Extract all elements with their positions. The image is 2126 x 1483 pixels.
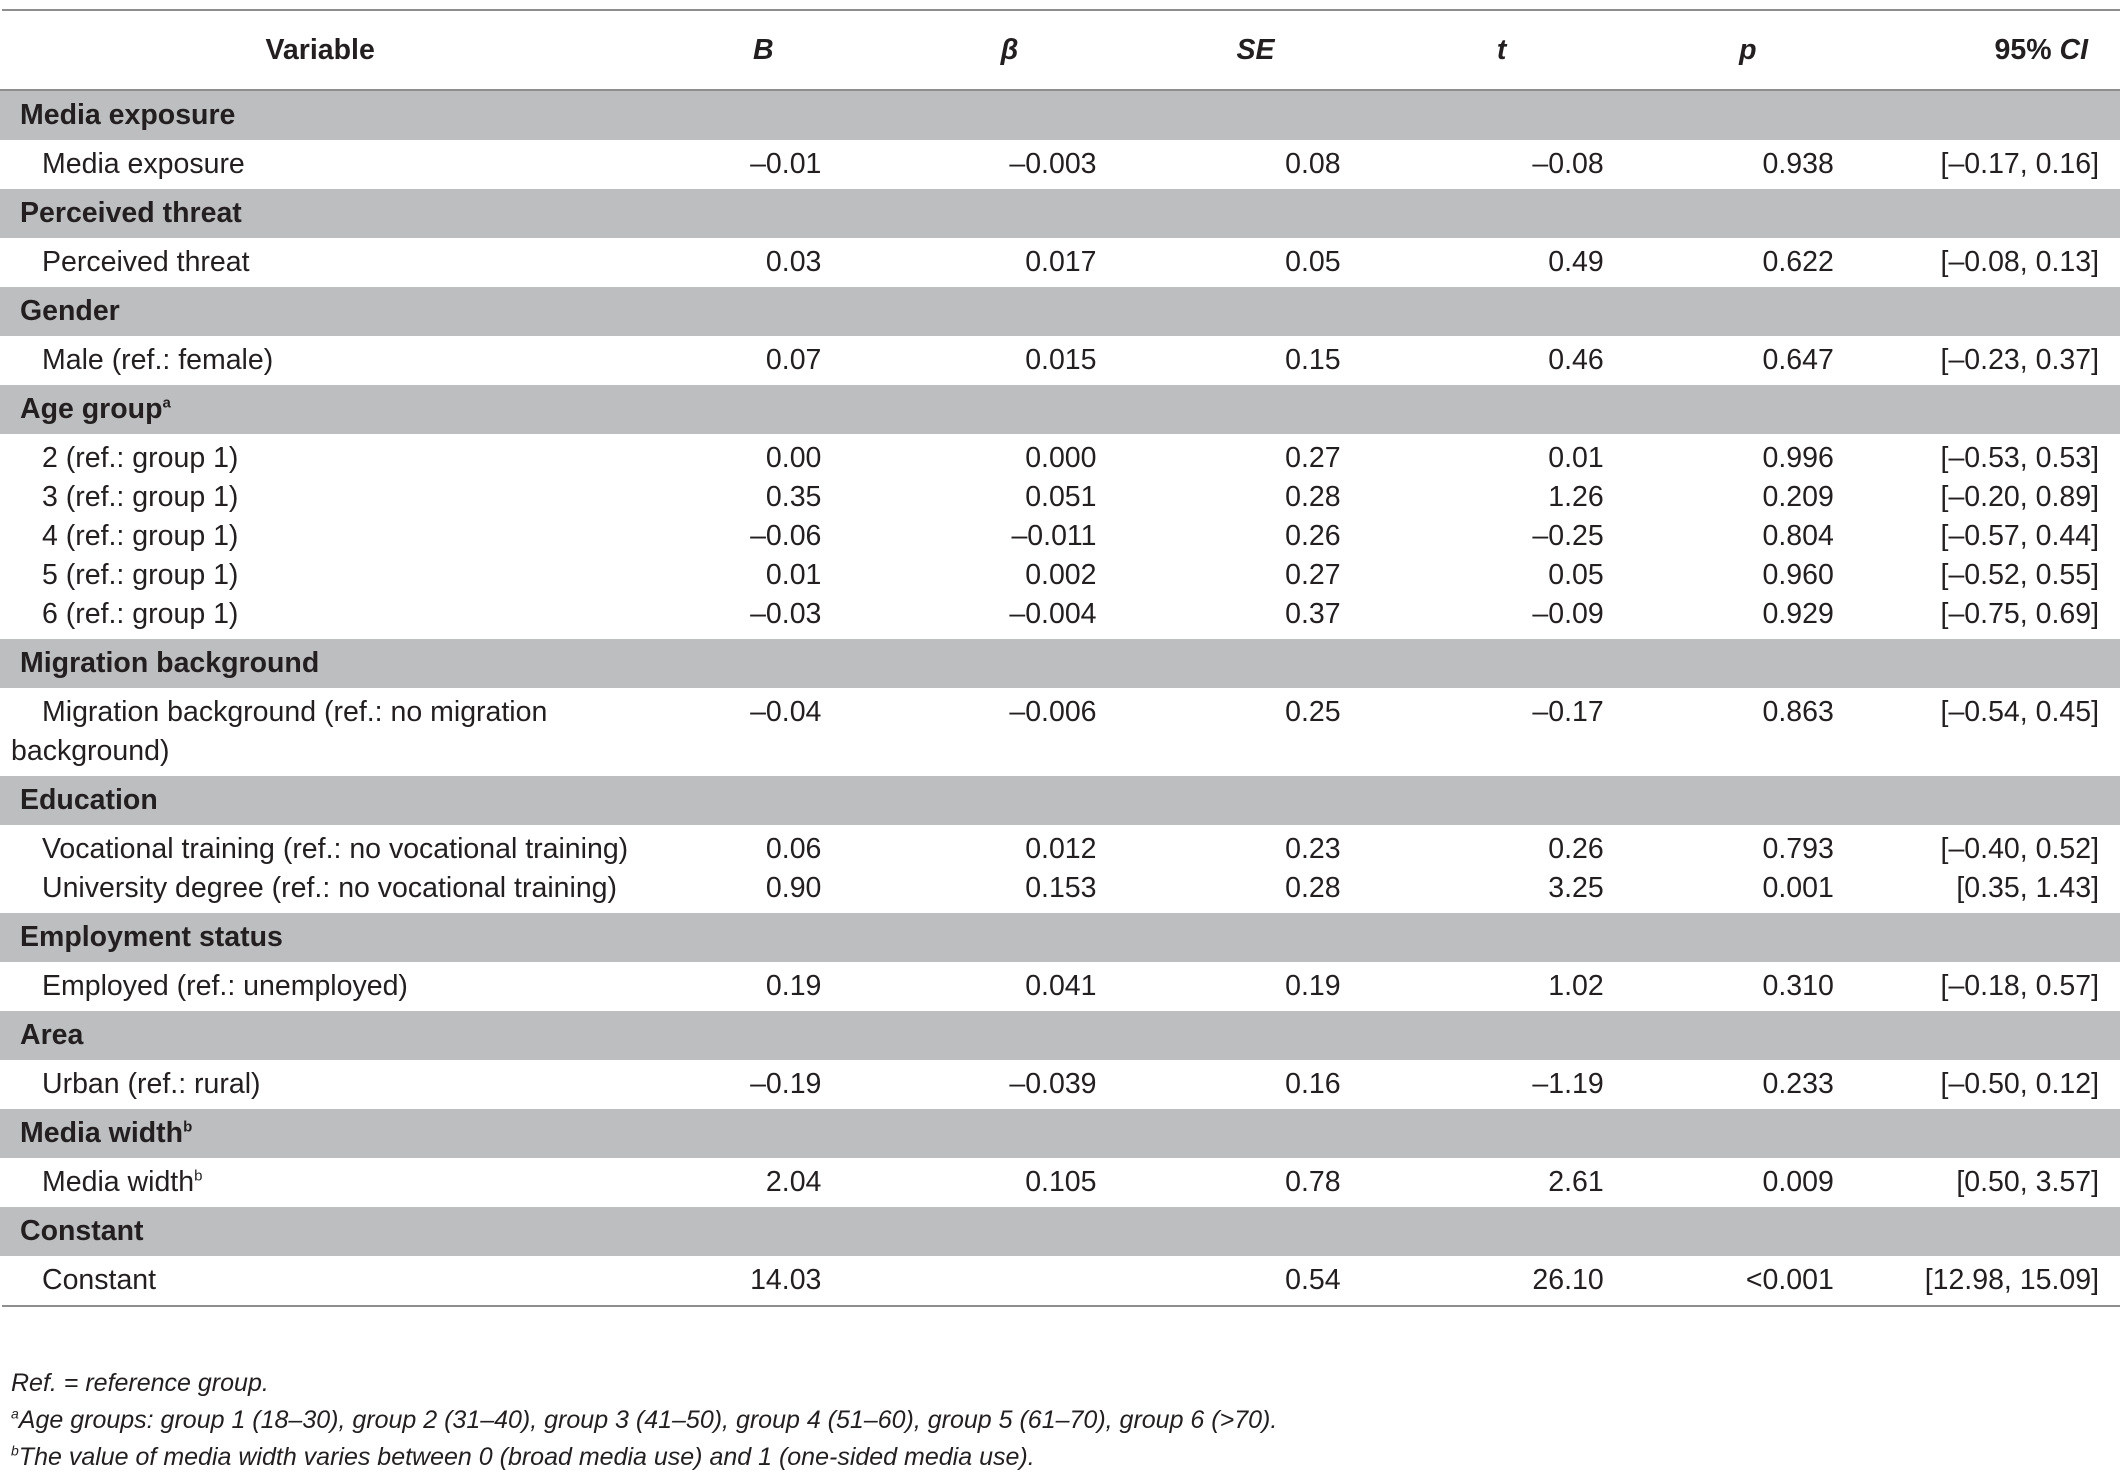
variable-label: Employed (ref.: unemployed) (42, 970, 408, 1002)
table-body (0, 90, 2120, 1305)
cell-beta (886, 1256, 1132, 1305)
cell-variable (0, 140, 640, 189)
cell-p: 0.310 (1762, 970, 1834, 1002)
cell-b: –0.19 (750, 1068, 822, 1100)
cell-ci: [–0.54, 0.45] (1940, 696, 2099, 728)
cell-variable (0, 517, 640, 556)
cell-se: 0.15 (1285, 344, 1341, 376)
group-row (0, 1207, 2120, 1256)
cell-b: –0.04 (750, 696, 822, 728)
cell-t: –0.09 (1532, 598, 1604, 630)
cell-t: 0.05 (1548, 559, 1604, 591)
cell-t: 3.25 (1548, 872, 1604, 904)
cell-variable (0, 1256, 640, 1305)
group-title: Media width (20, 1117, 184, 1149)
cell-ci: [0.35, 1.43] (1956, 872, 2099, 904)
group-title: Media exposure (20, 99, 236, 131)
table-row (0, 556, 2120, 595)
footnote-b-text: The value of media width varies between 0 (broad media use) and 1 (one-sided media use). (18, 1443, 1035, 1471)
cell-t: 1.02 (1548, 970, 1604, 1002)
cell-b: 0.19 (765, 970, 822, 1002)
cell-p: 0.233 (1762, 1068, 1834, 1100)
cell-t: 0.49 (1548, 246, 1604, 278)
header-ci-italic: CI (2059, 33, 2088, 66)
group-title: Employment status (20, 921, 283, 953)
footnote-a (11, 1402, 1277, 1439)
table-row (0, 517, 2120, 556)
regression-table-container (0, 9, 2120, 1307)
group-title-cell (0, 1207, 2120, 1256)
cell-variable (0, 478, 640, 517)
cell-ci: [12.98, 15.09] (1924, 1264, 2099, 1296)
cell-ci: [–0.20, 0.89] (1940, 481, 2099, 513)
group-title-cell (0, 189, 2120, 238)
cell-se: 0.19 (1285, 970, 1341, 1002)
group-title-cell (0, 385, 2120, 434)
cell-p: 0.804 (1762, 520, 1834, 552)
group-row (0, 189, 2120, 238)
cell-b: –0.03 (750, 598, 822, 630)
variable-label: Male (ref.: female) (42, 344, 274, 376)
cell-beta: –0.006 (1009, 696, 1097, 728)
cell-beta: –0.011 (1011, 520, 1097, 552)
header-variable: Variable (0, 11, 640, 90)
cell-b: 0.01 (765, 559, 822, 591)
variable-label: Perceived threat (42, 246, 250, 278)
cell-p: 0.960 (1762, 559, 1834, 591)
cell-variable (0, 238, 640, 287)
group-row (0, 639, 2120, 688)
table-row (0, 1060, 2120, 1109)
group-row (0, 913, 2120, 962)
cell-se: 0.25 (1285, 696, 1341, 728)
cell-se: 0.37 (1285, 598, 1341, 630)
header-b: B (640, 11, 886, 90)
cell-variable (0, 825, 640, 869)
cell-variable (0, 1060, 640, 1109)
header-ci-prefix: 95% (1994, 33, 2060, 66)
cell-se: 0.08 (1285, 148, 1341, 180)
variable-footnote-mark: b (194, 1167, 203, 1185)
cell-variable (0, 556, 640, 595)
footnote-b (11, 1439, 1277, 1476)
cell-p: <0.001 (1745, 1264, 1834, 1296)
cell-ci: [–0.52, 0.55] (1940, 559, 2099, 591)
variable-label: University degree (ref.: no vocational training) (42, 872, 618, 904)
table-header-row (0, 11, 2120, 90)
cell-t: 2.61 (1548, 1166, 1604, 1198)
cell-ci: [–0.75, 0.69] (1940, 598, 2099, 630)
group-title-cell (0, 287, 2120, 336)
cell-p: 0.863 (1762, 696, 1834, 728)
footnote-a-mark: a (11, 1405, 19, 1422)
variable-label: Constant (42, 1264, 157, 1296)
group-title-cell (0, 90, 2120, 140)
variable-label: Media exposure (42, 148, 245, 180)
cell-se: 0.23 (1285, 833, 1341, 865)
group-title: Education (20, 784, 158, 816)
cell-p: 0.793 (1762, 833, 1834, 865)
cell-beta: –0.039 (1009, 1068, 1097, 1100)
cell-b: 0.90 (765, 872, 822, 904)
cell-t: –1.19 (1532, 1068, 1604, 1100)
cell-t: 26.10 (1532, 1264, 1604, 1296)
table-row (0, 595, 2120, 639)
group-title-footnote-mark: b (183, 1118, 193, 1136)
cell-beta: 0.000 (1025, 442, 1097, 474)
table-row (0, 688, 2120, 776)
variable-label: 6 (ref.: group 1) (42, 598, 239, 630)
cell-beta: 0.153 (1025, 872, 1097, 904)
cell-se: 0.05 (1285, 246, 1341, 278)
header-ci (1871, 11, 2120, 90)
cell-p: 0.647 (1762, 344, 1834, 376)
group-row (0, 90, 2120, 140)
table-row (0, 1256, 2120, 1305)
cell-t: –0.17 (1532, 696, 1604, 728)
cell-beta: –0.004 (1009, 598, 1097, 630)
cell-t: 0.46 (1548, 344, 1604, 376)
cell-b: –0.06 (750, 520, 822, 552)
cell-beta: 0.012 (1025, 833, 1097, 865)
cell-b: 2.04 (765, 1166, 822, 1198)
cell-variable (0, 336, 640, 385)
regression-table (0, 11, 2120, 1305)
cell-beta: 0.041 (1025, 970, 1097, 1002)
header-t: t (1379, 11, 1625, 90)
cell-ci: [–0.57, 0.44] (1940, 520, 2099, 552)
variable-label: Urban (ref.: rural) (42, 1068, 261, 1100)
cell-ci: [–0.50, 0.12] (1940, 1068, 2099, 1100)
cell-variable (0, 688, 640, 776)
table-row (0, 336, 2120, 385)
cell-ci: [–0.40, 0.52] (1940, 833, 2099, 865)
cell-p: 0.209 (1762, 481, 1834, 513)
variable-label: 5 (ref.: group 1) (42, 559, 239, 591)
group-title-cell (0, 1011, 2120, 1060)
cell-se: 0.27 (1285, 442, 1341, 474)
cell-t: 0.26 (1548, 833, 1604, 865)
cell-se: 0.54 (1285, 1264, 1341, 1296)
cell-t: 1.26 (1548, 481, 1604, 513)
cell-se: 0.28 (1285, 481, 1341, 513)
cell-t: 0.01 (1548, 442, 1604, 474)
cell-b: 14.03 (750, 1264, 822, 1296)
group-title: Age group (20, 393, 163, 425)
cell-b: 0.00 (765, 442, 822, 474)
cell-ci: [0.50, 3.57] (1956, 1166, 2099, 1198)
group-title-cell (0, 776, 2120, 825)
table-row (0, 140, 2120, 189)
cell-p: 0.009 (1762, 1166, 1834, 1198)
cell-ci: [–0.08, 0.13] (1940, 246, 2099, 278)
cell-t: –0.25 (1532, 520, 1604, 552)
cell-b: –0.01 (750, 148, 822, 180)
cell-p: 0.929 (1762, 598, 1834, 630)
footnote-a-text: Age groups: group 1 (18–30), group 2 (31–40), group 3 (41–50), group 4 (51–60), group 5 (61–70), group 6 (>70). (18, 1406, 1278, 1434)
cell-se: 0.16 (1285, 1068, 1341, 1100)
cell-variable (0, 962, 640, 1011)
footnote-b-mark: b (11, 1442, 19, 1459)
variable-label: Vocational training (ref.: no vocational training) (42, 833, 629, 865)
cell-beta: 0.017 (1025, 246, 1097, 278)
table-footnotes (11, 1365, 1277, 1476)
header-beta: β (886, 11, 1132, 90)
table-row (0, 825, 2120, 869)
cell-beta: 0.015 (1025, 344, 1097, 376)
variable-label: Media width (42, 1166, 195, 1198)
group-title: Gender (20, 295, 120, 327)
table-row (0, 434, 2120, 478)
header-se: SE (1133, 11, 1379, 90)
group-row (0, 287, 2120, 336)
group-title-cell (0, 639, 2120, 688)
header-p: p (1625, 11, 1871, 90)
group-title-footnote-mark: a (162, 394, 171, 412)
variable-label: 2 (ref.: group 1) (42, 442, 239, 474)
group-title-cell (0, 913, 2120, 962)
cell-se: 0.26 (1285, 520, 1341, 552)
cell-se: 0.78 (1285, 1166, 1341, 1198)
cell-variable (0, 595, 640, 639)
footnote-ref: Ref. = reference group. (11, 1369, 269, 1397)
group-title: Migration background (20, 647, 320, 679)
group-row (0, 1109, 2120, 1158)
table-row (0, 1158, 2120, 1207)
cell-beta: 0.002 (1025, 559, 1097, 591)
cell-beta: –0.003 (1009, 148, 1097, 180)
table-row (0, 238, 2120, 287)
cell-p: 0.996 (1762, 442, 1834, 474)
group-row (0, 776, 2120, 825)
cell-ci: [–0.23, 0.37] (1940, 344, 2099, 376)
cell-variable (0, 1158, 640, 1207)
cell-se: 0.28 (1285, 872, 1341, 904)
group-title: Area (20, 1019, 84, 1051)
variable-label: 4 (ref.: group 1) (42, 520, 239, 552)
variable-label: Migration background (ref.: no migration background) (11, 696, 548, 767)
group-title: Perceived threat (20, 197, 242, 229)
cell-ci: [–0.17, 0.16] (1940, 148, 2099, 180)
cell-beta: 0.051 (1025, 481, 1097, 513)
cell-b: 0.07 (765, 344, 822, 376)
table-bottom-rule (2, 1305, 2120, 1307)
cell-b: 0.35 (765, 481, 822, 513)
group-title-cell (0, 1109, 2120, 1158)
table-row (0, 962, 2120, 1011)
group-row (0, 385, 2120, 434)
cell-ci: [–0.18, 0.57] (1940, 970, 2099, 1002)
cell-b: 0.03 (765, 246, 822, 278)
cell-t: –0.08 (1532, 148, 1604, 180)
cell-ci: [–0.53, 0.53] (1940, 442, 2099, 474)
cell-p: 0.938 (1762, 148, 1834, 180)
cell-b: 0.06 (765, 833, 822, 865)
cell-p: 0.001 (1762, 872, 1834, 904)
table-row (0, 869, 2120, 913)
cell-se: 0.27 (1285, 559, 1341, 591)
group-row (0, 1011, 2120, 1060)
variable-label: 3 (ref.: group 1) (42, 481, 239, 513)
cell-variable (0, 869, 640, 913)
group-title: Constant (20, 1215, 144, 1247)
table-row (0, 478, 2120, 517)
cell-variable (0, 434, 640, 478)
cell-p: 0.622 (1762, 246, 1834, 278)
cell-beta: 0.105 (1025, 1166, 1097, 1198)
